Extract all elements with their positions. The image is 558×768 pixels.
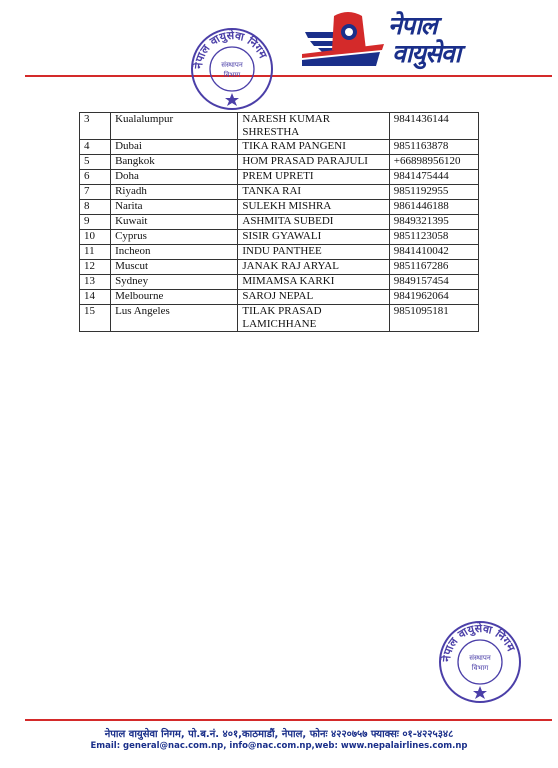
station-city-cell: Lus Angeles (111, 305, 238, 332)
station-city-cell: Riyadh (111, 185, 238, 200)
row-number-cell: 13 (80, 275, 111, 290)
station-city-cell: Narita (111, 200, 238, 215)
staff-name-cell: SAROJ NEPAL (238, 290, 389, 305)
station-city-cell: Sydney (111, 275, 238, 290)
row-number-cell: 8 (80, 200, 111, 215)
phone-number-cell: 9851123058 (389, 230, 478, 245)
row-number-cell: 6 (80, 170, 111, 185)
phone-number-cell: 9841962064 (389, 290, 478, 305)
staff-name-cell: SULEKH MISHRA (238, 200, 389, 215)
table-row (80, 155, 479, 170)
footer-address: नेपाल वायुसेवा निगम, पो.ब.नं. ४०१,काठमाडौं, नेपाल, फोनः ४२२०७५७ फ्याक्सः ०१-४२२५३४८ (104, 729, 454, 740)
station-city-cell: Incheon (111, 245, 238, 260)
department-stamp-top (190, 27, 274, 111)
stamp-ring-text: नेपाल वायुसेवा निगम (191, 28, 270, 70)
table-row (80, 260, 479, 275)
phone-number-cell: 9841436144 (389, 113, 478, 140)
stamp-center-line2-bottom: विभाग (471, 664, 489, 672)
station-city-cell: Doha (111, 170, 238, 185)
table-row (80, 200, 479, 215)
phone-number-cell: 9861446188 (389, 200, 478, 215)
station-city-cell: Kuwait (111, 215, 238, 230)
row-number-cell: 7 (80, 185, 111, 200)
staff-name-cell: TILAK PRASAD LAMICHHANE (238, 305, 389, 332)
brand-line-2: वायुसेवा (392, 39, 461, 68)
row-number-cell: 5 (80, 155, 111, 170)
table-row (80, 230, 479, 245)
row-number-cell: 10 (80, 230, 111, 245)
footer-divider (25, 719, 552, 721)
staff-name-cell: ASHMITA SUBEDI (238, 215, 389, 230)
stamp-center-line1-bottom: संस्थापन (469, 654, 491, 662)
footer-contact: Email: general@nac.com.np, info@nac.com.np,web: www.nepalairlines.com.np (90, 741, 468, 751)
row-number-cell: 3 (80, 113, 111, 140)
phone-number-cell: 9851167286 (389, 260, 478, 275)
brand-line-1: नेपाल (388, 11, 437, 40)
row-number-cell: 14 (80, 290, 111, 305)
row-number-cell: 15 (80, 305, 111, 332)
staff-name-cell: JANAK RAJ ARYAL (238, 260, 389, 275)
table-row (80, 140, 479, 155)
phone-number-cell: 9841475444 (389, 170, 478, 185)
department-stamp-bottom (438, 620, 522, 704)
phone-number-cell: 9851192955 (389, 185, 478, 200)
table-row (80, 185, 479, 200)
phone-number-cell: 9851163878 (389, 140, 478, 155)
header-divider (25, 75, 552, 77)
table-row (80, 215, 479, 230)
stamp-ring-text-bottom: नेपाल वायुसेवा निगम (439, 621, 518, 663)
station-city-cell: Dubai (111, 140, 238, 155)
station-city-cell: Melbourne (111, 290, 238, 305)
brand-wordmark (388, 12, 498, 68)
staff-name-cell: PREM UPRETI (238, 170, 389, 185)
table-row (80, 245, 479, 260)
table-row (80, 170, 479, 185)
row-number-cell: 9 (80, 215, 111, 230)
station-city-cell: Kualalumpur (111, 113, 238, 140)
table-row (80, 305, 479, 332)
staff-name-cell: TIKA RAM PANGENI (238, 140, 389, 155)
phone-number-cell: 9841410042 (389, 245, 478, 260)
row-number-cell: 4 (80, 140, 111, 155)
staff-name-cell: INDU PANTHEE (238, 245, 389, 260)
station-city-cell: Bangkok (111, 155, 238, 170)
staff-name-cell: NARESH KUMAR SHRESTHA (238, 113, 389, 140)
staff-name-cell: TANKA RAI (238, 185, 389, 200)
station-city-cell: Cyprus (111, 230, 238, 245)
station-city-cell: Muscut (111, 260, 238, 275)
staff-name-cell: SISIR GYAWALI (238, 230, 389, 245)
phone-number-cell: 9849157454 (389, 275, 478, 290)
table-row (80, 290, 479, 305)
station-contact-table (79, 112, 479, 332)
stamp-center-line2: विभाग (223, 71, 241, 79)
stamp-center-line1: संस्थापन (221, 61, 243, 69)
row-number-cell: 11 (80, 245, 111, 260)
staff-name-cell: HOM PRASAD PARAJULI (238, 155, 389, 170)
table-row (80, 275, 479, 290)
phone-number-cell: +66898956120 (389, 155, 478, 170)
phone-number-cell: 9851095181 (389, 305, 478, 332)
phone-number-cell: 9849321395 (389, 215, 478, 230)
staff-name-cell: MIMAMSA KARKI (238, 275, 389, 290)
table-row (80, 113, 479, 140)
row-number-cell: 12 (80, 260, 111, 275)
